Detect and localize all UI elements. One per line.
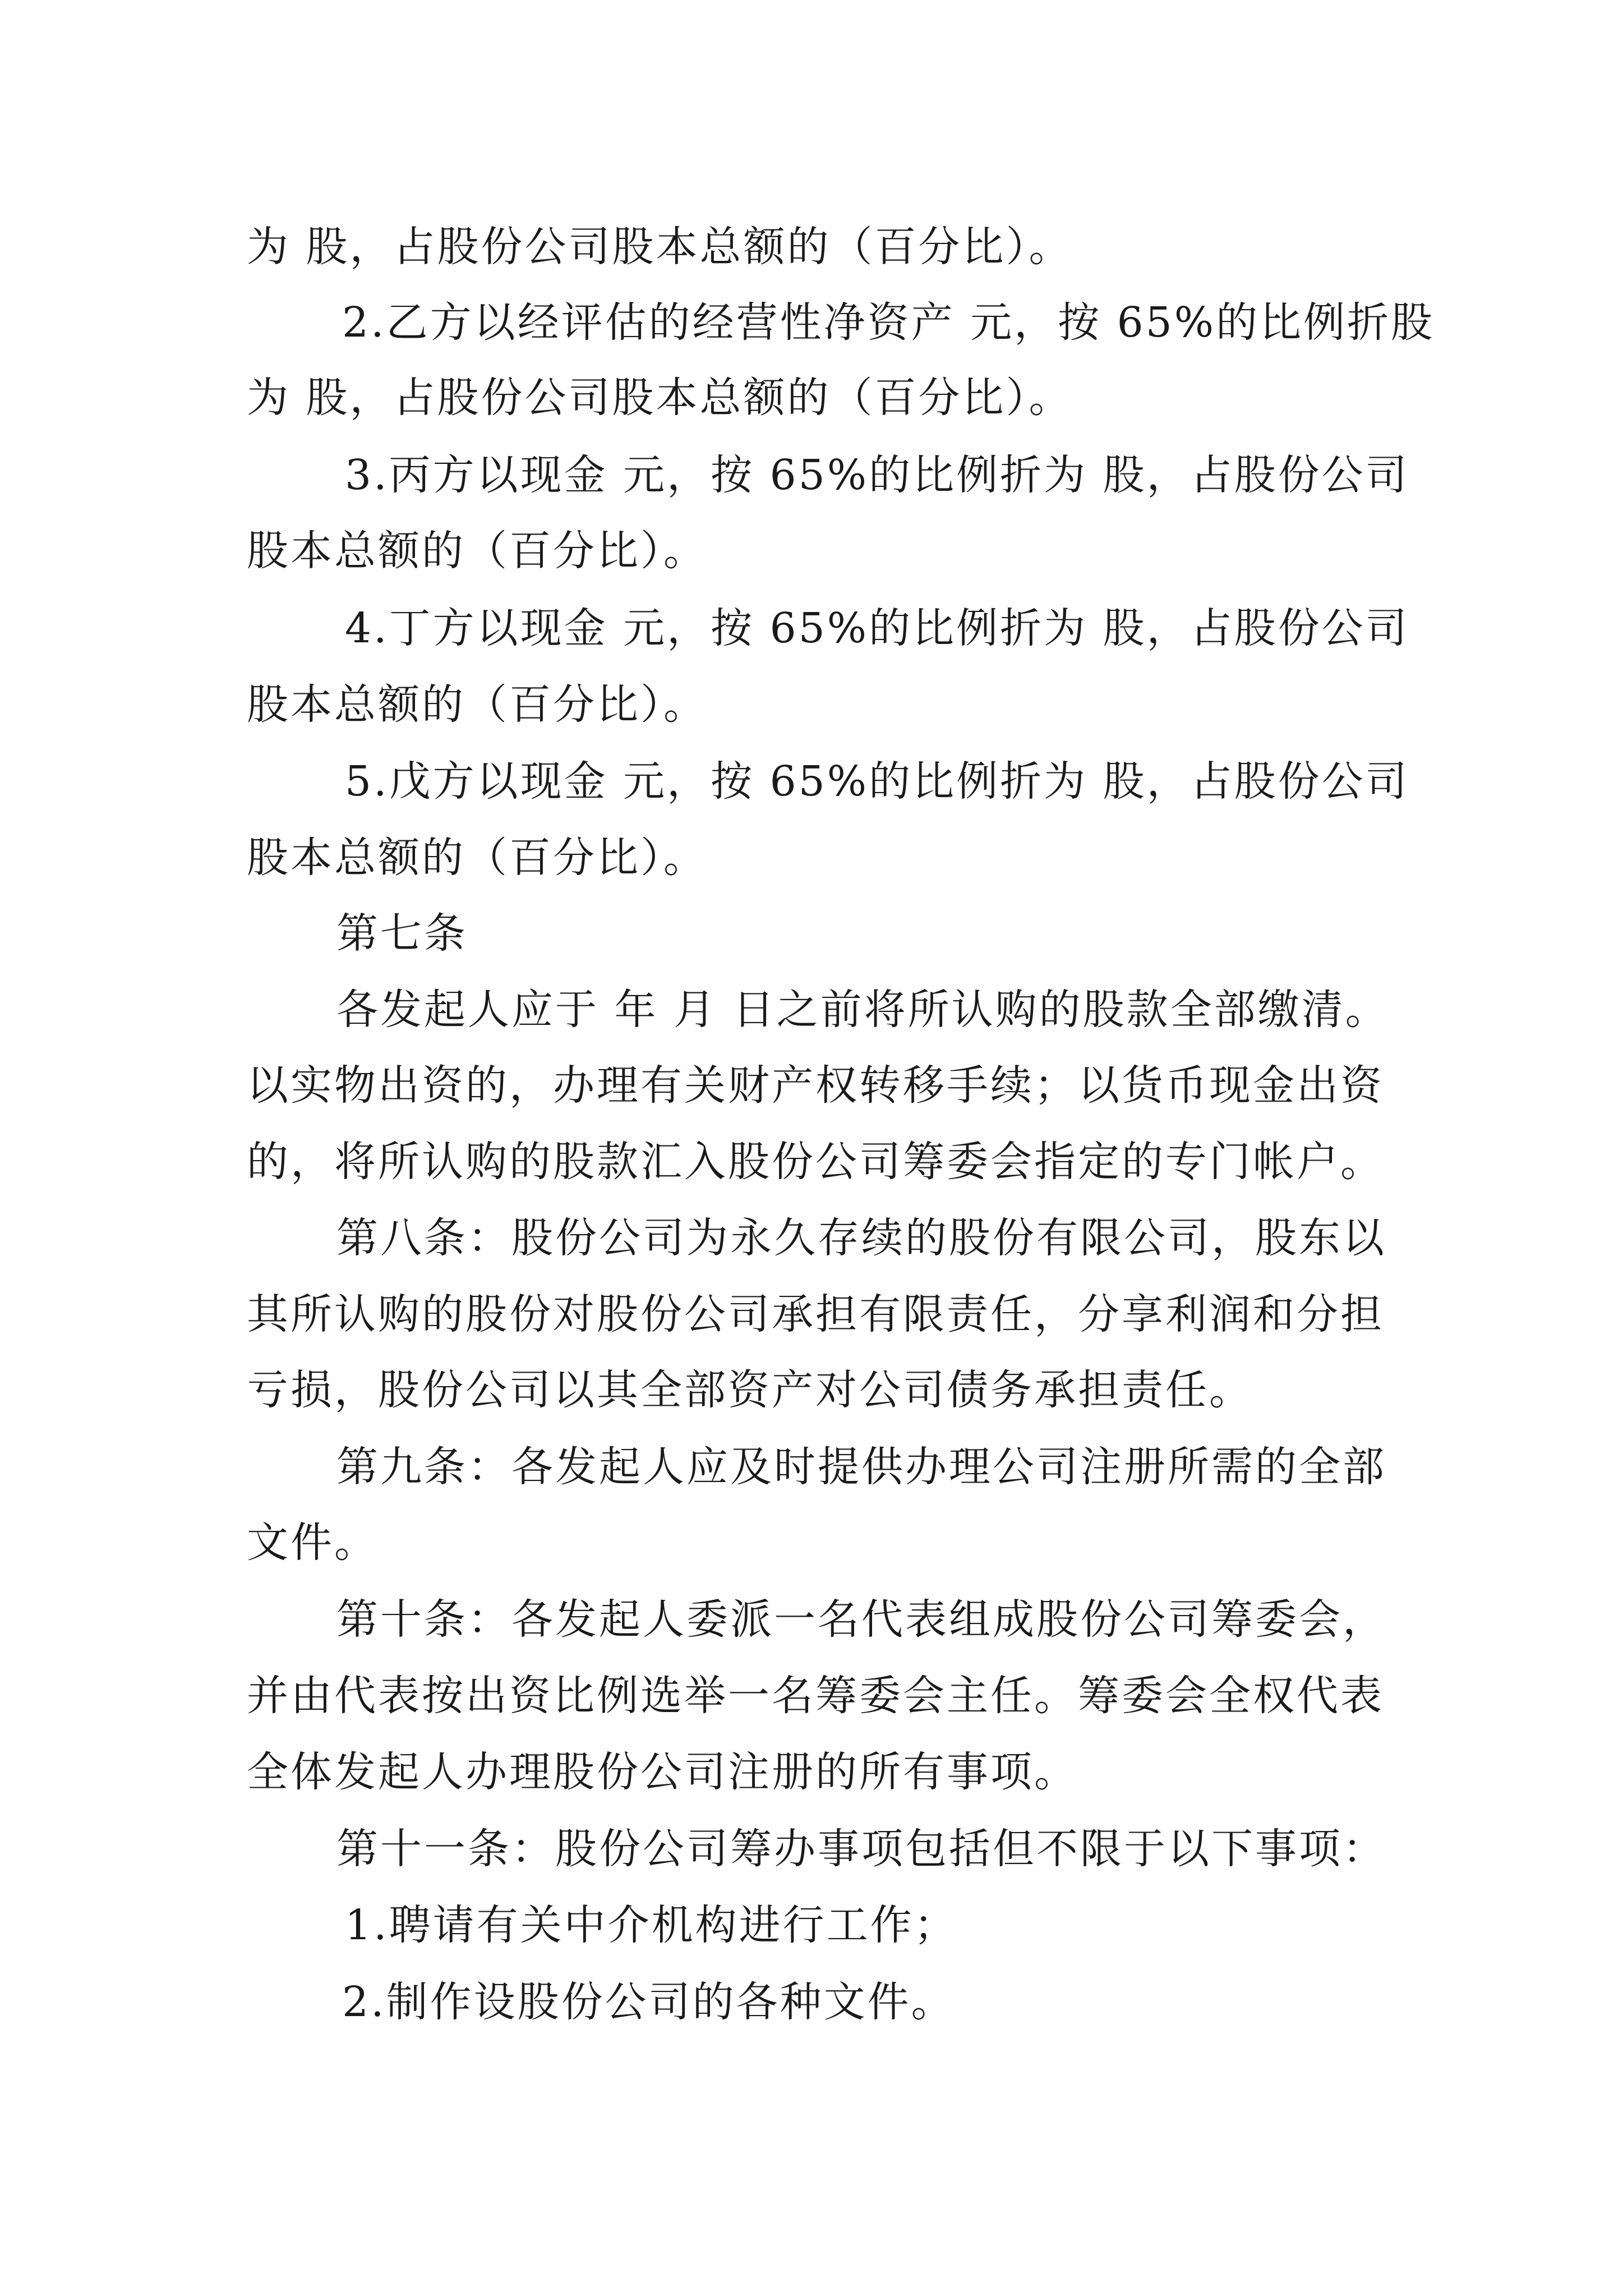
text-line: 各发起人应于 年 月 日之前将所认购的股款全部缴清。 [336,986,1389,1034]
text-line: 的，将所认购的股款汇入股份公司筹委会指定的专门帐户。 [247,1138,1384,1186]
text-line: 亏损，股份公司以其全部资产对公司债务承担责任。 [247,1366,1253,1414]
text-line: 4.丁方以现金 元，按 65%的比例折为 股，占股份公司 [345,604,1409,652]
text-line: 股本总额的（百分比）。 [247,527,707,575]
text-line: 2.乙方以经评估的经营性净资产 元，按 65%的比例折股 [342,298,1435,347]
text-line: 并由代表按出资比例选举一名筹委会主任。筹委会全权代表 [247,1672,1384,1720]
text-line: 3.丙方以现金 元，按 65%的比例折为 股，占股份公司 [345,451,1409,499]
text-line: 第九条：各发起人应及时提供办理公司注册所需的全部 [336,1443,1386,1491]
text-line: 2.制作设股份公司的各种文件。 [342,1978,955,2026]
text-line: 文件。 [247,1519,378,1567]
text-line: 以实物出资的，办理有关财产权转移手续；以货币现金出资 [247,1061,1384,1110]
text-line: 第十一条：股份公司筹办事项包括但不限于以下事项： [336,1825,1386,1873]
text-line: 第十条：各发起人委派一名代表组成股份公司筹委会， [336,1595,1386,1644]
text-line: 第八条：股份公司为永久存续的股份有限公司，股东以 [336,1214,1386,1262]
text-line: 股本总额的（百分比）。 [247,834,707,882]
text-line: 1.聘请有关中介机构进行工作； [345,1901,958,1949]
section-heading: 第七条 [336,909,468,958]
text-line: 为 股，占股份公司股本总额的（百分比）。 [247,374,1073,422]
text-line: 5.戊方以现金 元，按 65%的比例折为 股，占股份公司 [345,757,1409,806]
text-line: 其所认购的股份对股份公司承担有限责任，分享利润和分担 [247,1290,1384,1338]
text-line: 全体发起人办理股份公司注册的所有事项。 [247,1748,1078,1796]
text-line: 股本总额的（百分比）。 [247,680,707,729]
text-line: 为 股，占股份公司股本总额的（百分比）。 [247,223,1073,271]
